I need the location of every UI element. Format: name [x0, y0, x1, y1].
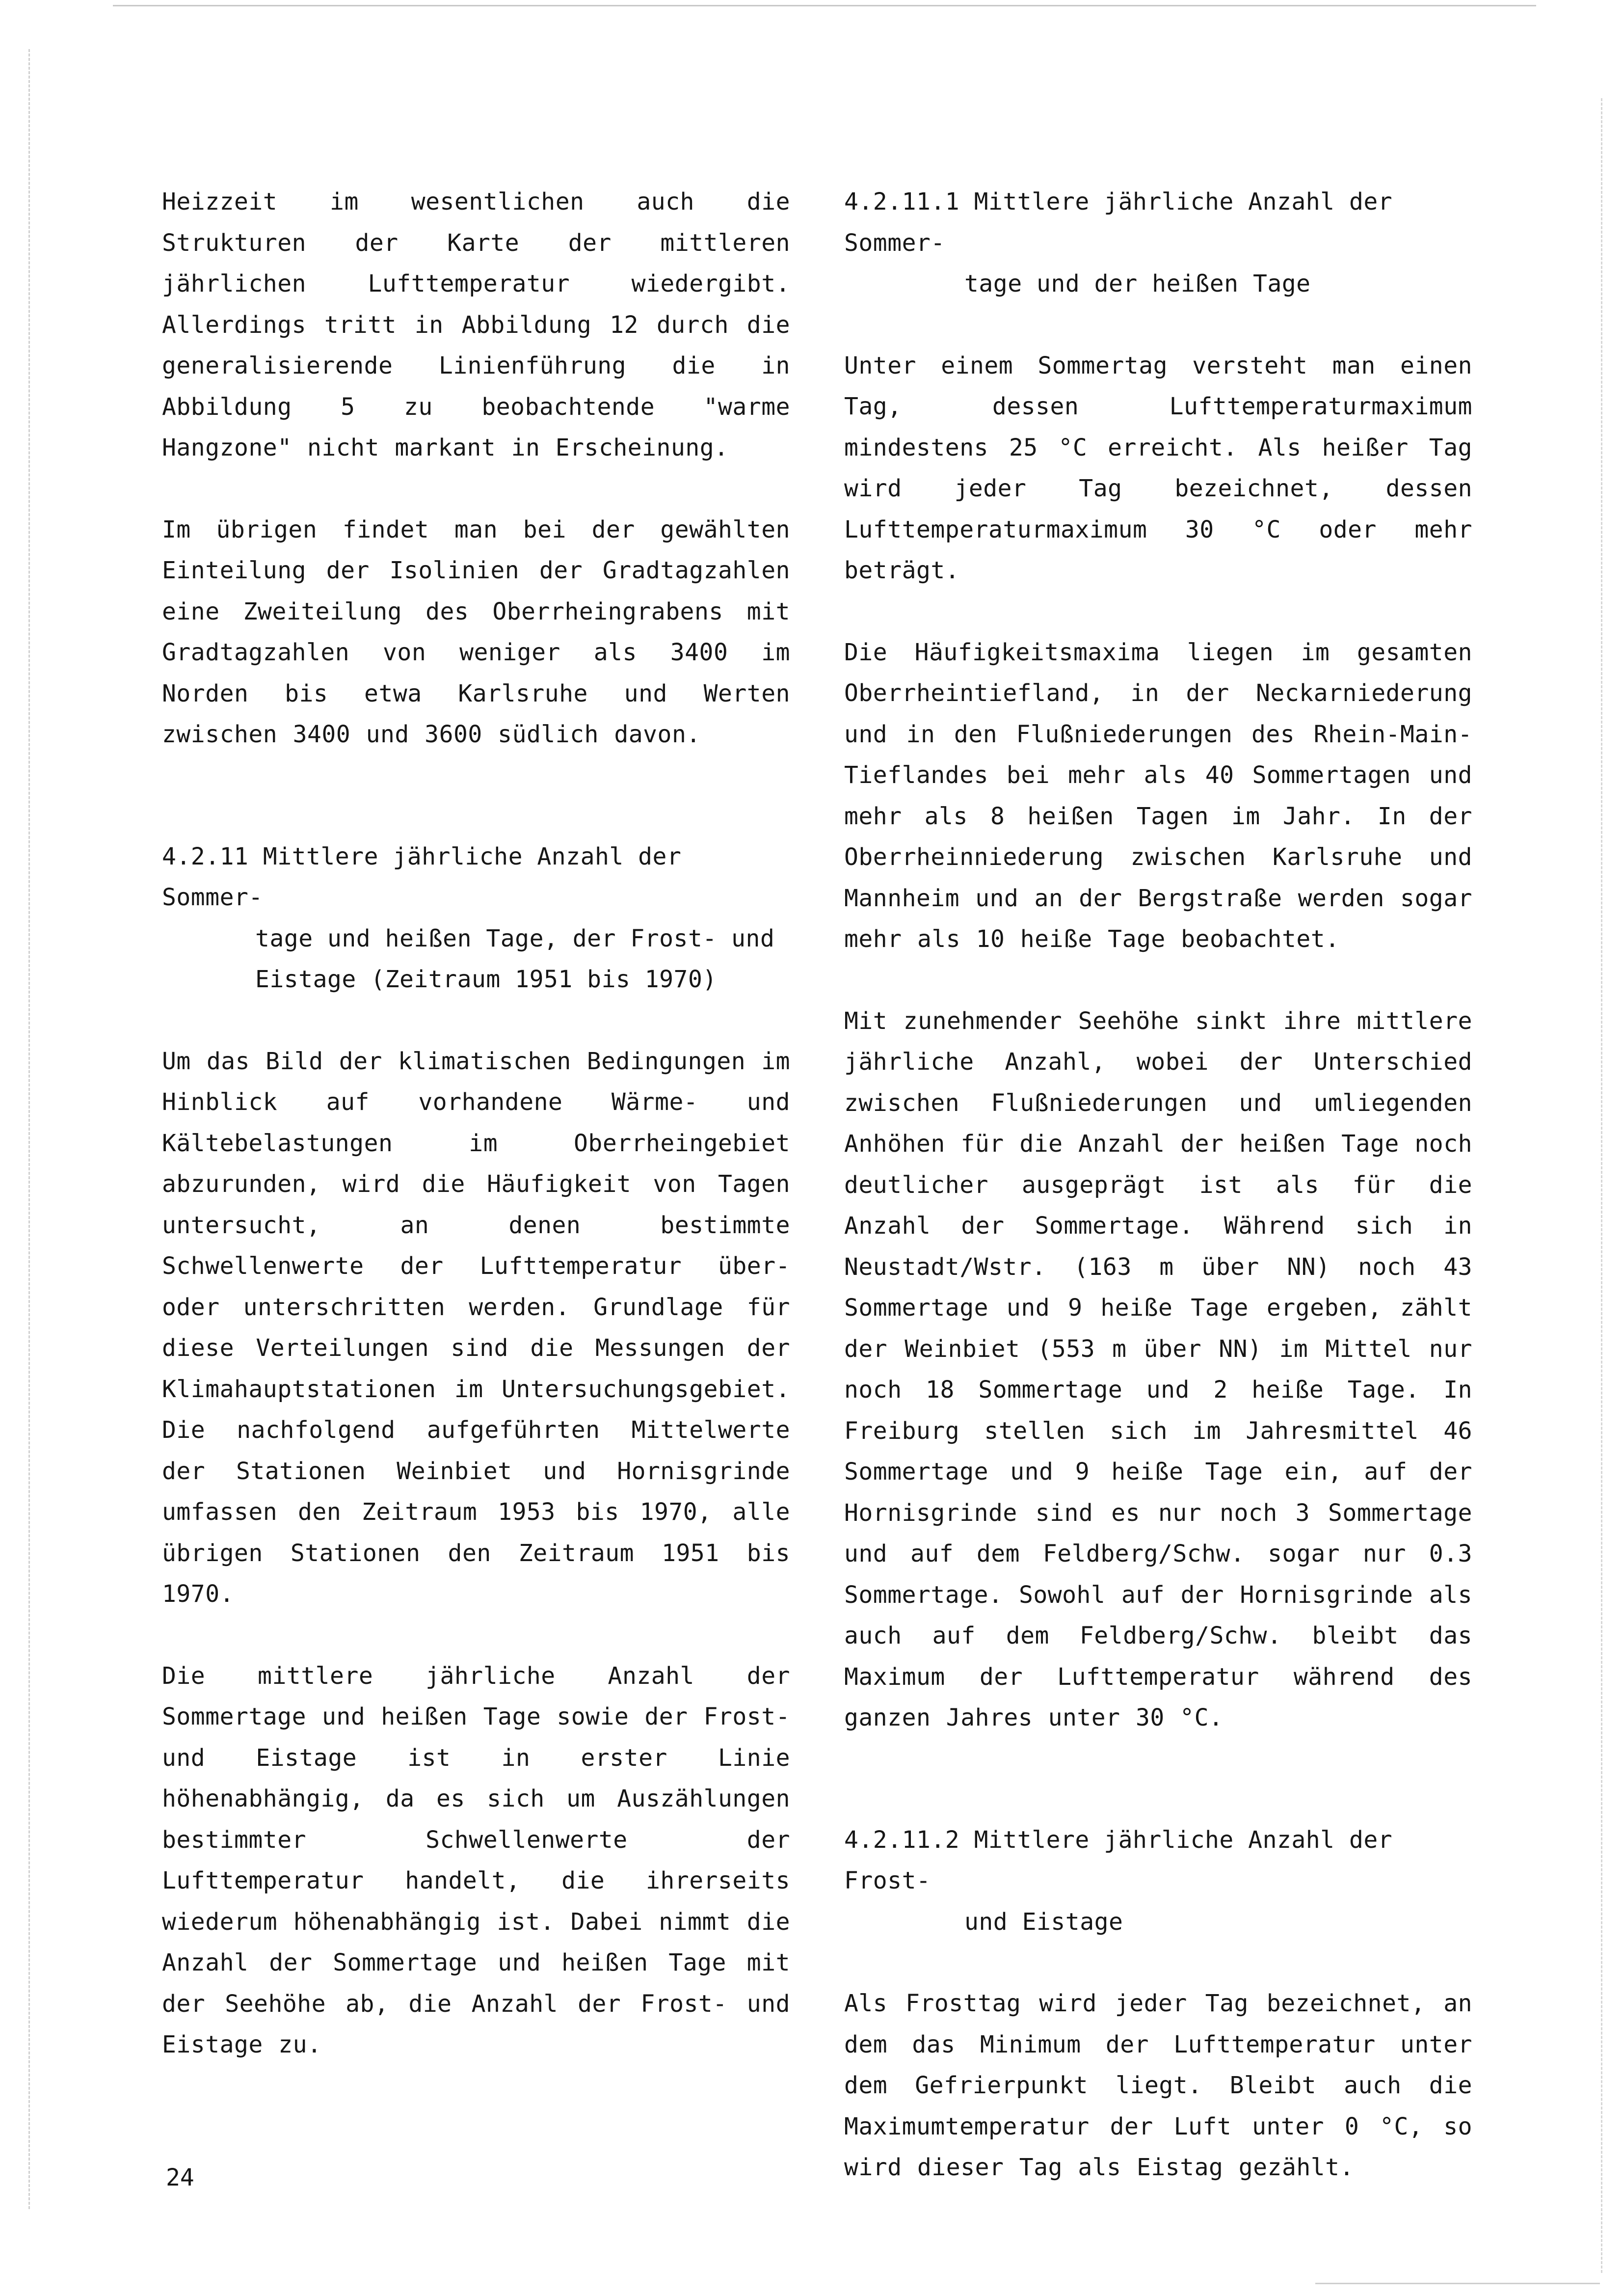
section-gap — [162, 756, 790, 837]
paragraph-gap — [162, 1000, 790, 1041]
section-gap — [844, 1739, 1472, 1820]
paragraph-gap — [844, 305, 1472, 346]
scan-edge-bottom — [1315, 2283, 1600, 2284]
scan-edge-top — [113, 5, 1536, 6]
section-heading-4-2-11-1 — [844, 182, 1472, 305]
paragraph-frosttag-definition: Als Frosttag wird jeder Tag bezeichnet, an dem das Minimum der Lufttemperatur unter dem Gefrierpunkt liegt. Bleibt auch die Maximumtemperatur der Luft unter 0 °C, so wird dieser Tag als Eistag gezählt. — [844, 1990, 1472, 2181]
heading-text-line2: tage und heißen Tage, der Frost- und — [255, 924, 775, 952]
section-heading-4-2-11 — [162, 837, 790, 1000]
heading-text-line2: und Eistage — [964, 1908, 1123, 1936]
heading-number: 4.2.11.2 — [844, 1826, 960, 1854]
scan-edge-right — [1601, 98, 1602, 2273]
heading-text-line1: Mittlere jährliche Anzahl der Sommer- — [844, 188, 1393, 257]
paragraph-bedingungen: Um das Bild der klimatischen Bedingungen im Hinblick auf vorhandene Wärme- und Kältebelastungen im Oberrheingebiet abzurunden, wird die Häufigkeit von Tagen untersucht, an denen bestimmte Schwellenwerte der Lufttemperatur über- oder unterschritten werden. Grundlage für diese Verteilungen sind die Messungen der Klimahauptstationen im Untersuchungsgebiet. Die nachfolgend aufgeführten Mittelwerte der Stationen Weinbiet und Hornisgrinde umfassen den Zeitraum 1953 bis 1970, alle übrigen Stationen den Zeitraum 1951 bis 1970. — [162, 1047, 790, 1608]
paragraph-gap — [844, 960, 1472, 1001]
heading-text-line1: Mittlere jährliche Anzahl der Frost- — [844, 1826, 1393, 1894]
heading-first-line — [844, 1820, 1472, 1902]
section-heading-4-2-11-2 — [844, 1820, 1472, 1943]
heading-first-line — [162, 837, 790, 918]
page-number: 24 — [166, 2164, 194, 2191]
heading-text-line1: Mittlere jährliche Anzahl der Sommer- — [162, 842, 682, 911]
scan-edge-left — [28, 49, 30, 2209]
paragraph-haeufigkeitsmaxima: Die Häufigkeitsmaxima liegen im gesamten Oberrheintiefland, in der Neckarniederung und in den Flußniederungen des Rhein-Main-Tieflandes bei mehr als 40 Sommertagen und mehr als 8 heißen Tagen im Jahr. In der Oberrheinniederung zwischen Karlsruhe und Mannheim und an der Bergstraße werden sogar mehr als 10 heiße Tage beobachtet. — [844, 638, 1472, 953]
paragraph-heizzeit: Heizzeit im wesentlichen auch die Strukturen der Karte der mittleren jährlichen Lufttemperatur wiedergibt. Allerdings tritt in Abbildung 12 durch die generalisierende Linienführung die in Abbildung 5 zu beobachtende "warme Hangzone" nicht markant in Erscheinung. — [162, 188, 790, 461]
paragraph-seehoehe: Mit zunehmender Seehöhe sinkt ihre mittlere jährliche Anzahl, wobei der Unterschied zwischen Flußniederungen und umliegenden Anhöhen für die Anzahl der heißen Tage noch deutlicher ausgeprägt ist als für die Anzahl der Sommertage. Während sich in Neustadt/Wstr. (163 m über NN) noch 43 Sommertage und 9 heiße Tage ergeben, zählt der Weinbiet (553 m über NN) im Mittel nur noch 18 Sommertage und 2 heiße Tage. In Freiburg stellen sich im Jahresmittel 46 Sommertage und 9 heiße Tage ein, auf der Hornisgrinde sind es nur noch 3 Sommertage und auf dem Feldberg/Schw. sogar nur 0.3 Sommertage. Sowohl auf der Hornisgrinde als auch auf dem Feldberg/Schw. bleibt das Maximum der Lufttemperatur während des ganzen Jahres unter 30 °C. — [844, 1007, 1472, 1731]
paragraph-gap — [844, 1943, 1472, 1983]
paragraph-gap — [844, 592, 1472, 632]
paragraph-gap — [162, 1615, 790, 1656]
paragraph-sommertag-definition: Unter einem Sommertag versteht man einen Tag, dessen Lufttemperaturmaximum mindestens 25 °C erreicht. Als heißer Tag wird jeder Tag bezeichnet, dessen Lufttemperaturmaximum 30 °C oder mehr beträgt. — [844, 351, 1472, 584]
heading-text-line2: tage und der heißen Tage — [964, 270, 1311, 297]
heading-first-line — [844, 182, 1472, 264]
paragraph-gradtagzahlen: Im übrigen findet man bei der gewählten Einteilung der Isolinien der Gradtagzahlen eine Zweiteilung des Oberrheingrabens mit Gradtagzahlen von weniger als 3400 im Norden bis etwa Karlsruhe und Werten zwischen 3400 und 3600 südlich davon. — [162, 515, 790, 748]
heading-text-line3: Eistage (Zeitraum 1951 bis 1970) — [255, 966, 717, 993]
heading-number: 4.2.11.1 — [844, 188, 960, 216]
left-column — [162, 182, 790, 2066]
heading-number: 4.2.11 — [162, 842, 249, 870]
paragraph-hoehenabhaengig: Die mittlere jährliche Anzahl der Sommertage und heißen Tage sowie der Frost- und Eistage ist in erster Linie höhenabhängig, da es sich um Auszählungen bestimmter Schwellenwerte der Lufttemperatur handelt, die ihrerseits wiederum höhenabhängig ist. Dabei nimmt die Anzahl der Sommertage und heißen Tage mit der Seehöhe ab, die Anzahl der Frost- und Eistage zu. — [162, 1662, 790, 2058]
right-column — [844, 182, 1472, 2188]
paragraph-gap — [162, 469, 790, 510]
